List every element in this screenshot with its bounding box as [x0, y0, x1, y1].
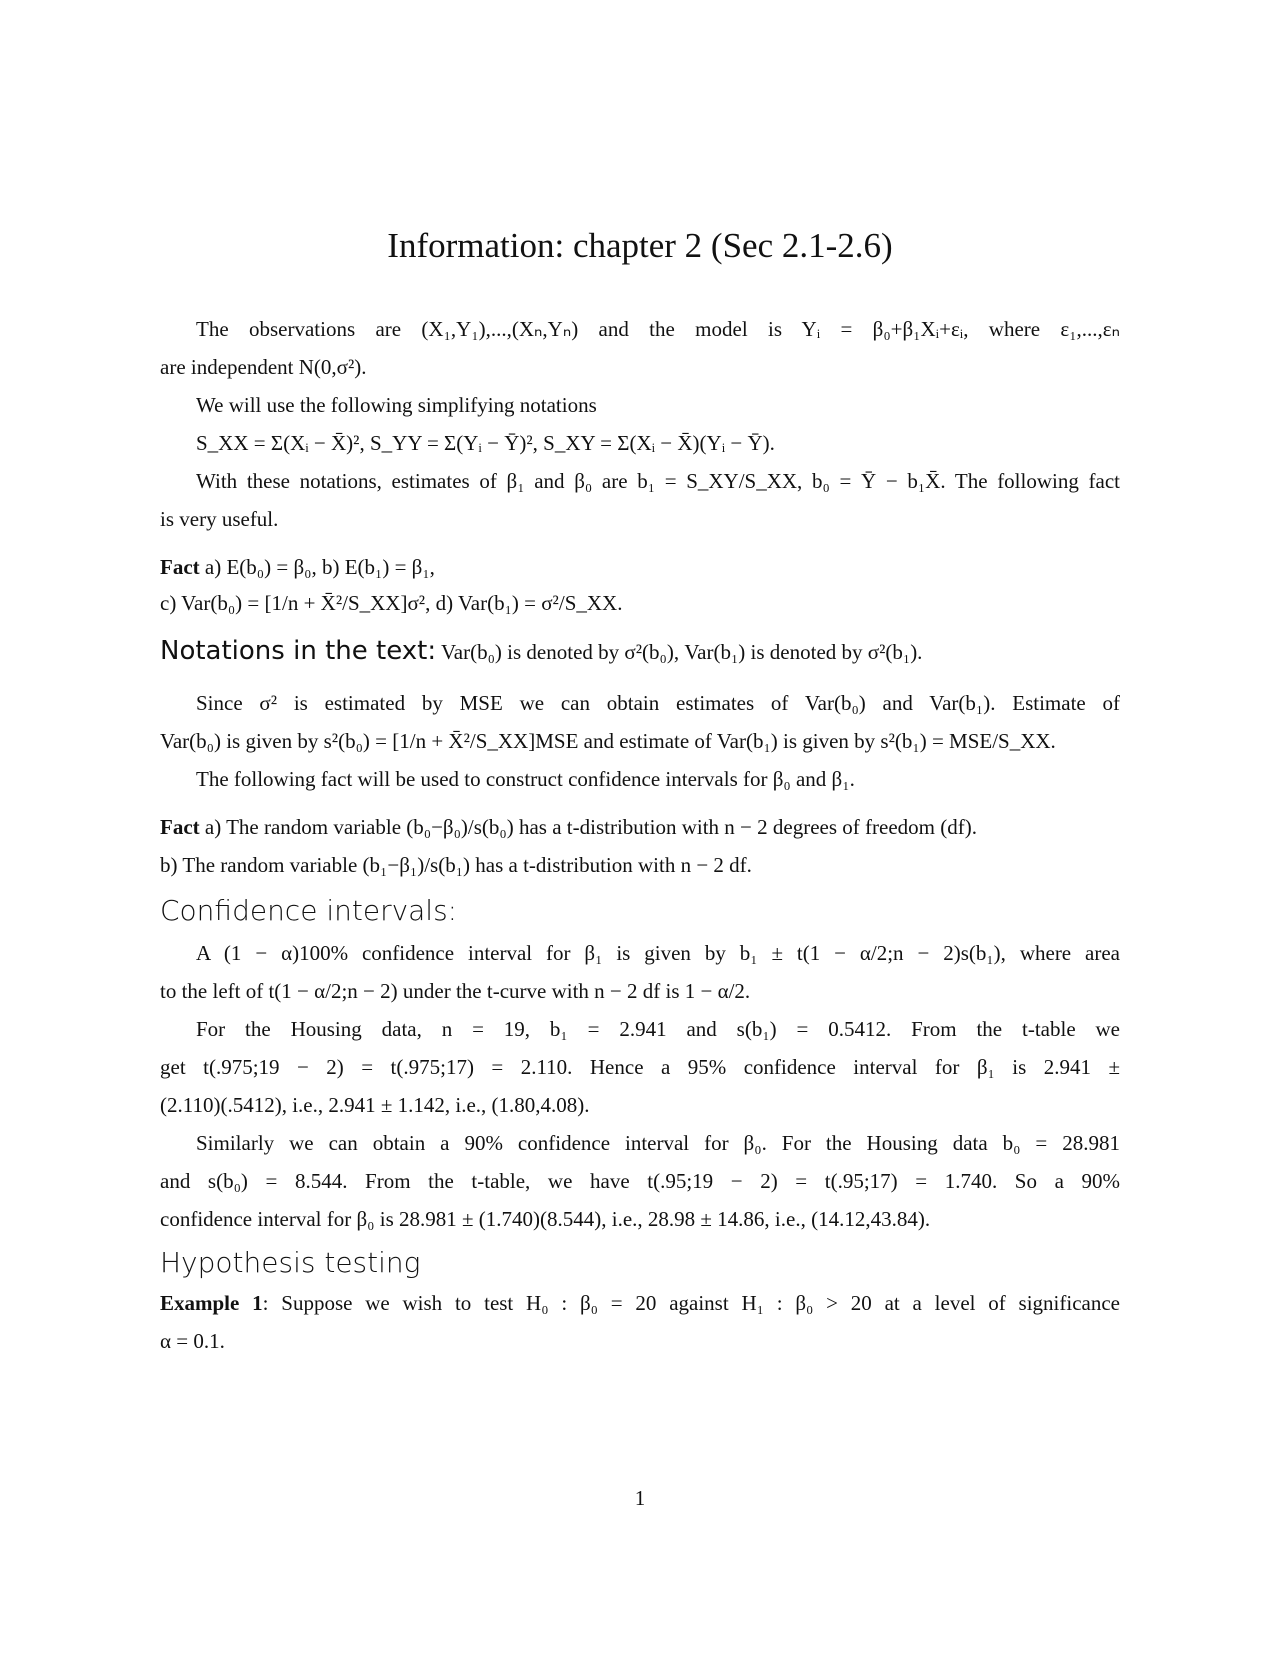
ci-1-line-2: to the left of t(1 − α/2;n − 2) under the t-curve with n − 2 df is 1 − α/2.	[160, 979, 751, 1003]
ci-1-line-1: A (1 − α)100% confidence interval for β₁ is given by b₁ ± t(1 − α/2;n − 2)s(b₁), where area	[196, 941, 1120, 965]
section-confidence-intervals: Confidence intervals:	[160, 894, 458, 927]
ci-2-line-3: (2.110)(.5412), i.e., 2.941 ± 1.142, i.e., (1.80,4.08).	[160, 1093, 590, 1117]
notations-intro: We will use the following simplifying notations	[196, 393, 597, 417]
fact-2-line-2: b) The random variable (b₁−β₁)/s(b₁) has a t-distribution with n − 2 df.	[160, 853, 752, 877]
estimates-line-2: is very useful.	[160, 507, 279, 531]
mse-line-1: Since σ² is estimated by MSE we can obtain estimates of Var(b₀) and Var(b₁). Estimate of	[196, 691, 1120, 715]
notations-heading: Notations in the text:	[160, 636, 437, 666]
example-1-text: : Suppose we wish to test H₀ : β₀ = 20 against H₁ : β₀ > 20 at a level of significance	[262, 1291, 1121, 1315]
fact-1-text: a) E(b₀) = β₀, b) E(b₁) = β₁,	[204, 555, 435, 579]
ci-2-line-1: For the Housing data, n = 19, b₁ = 2.941 and s(b₁) = 0.5412. From the t-table we	[196, 1017, 1120, 1041]
fact-1-line-1	[160, 554, 1120, 580]
estimates-line-1: With these notations, estimates of β₁ and β₀ are b₁ = S_XY/S_XX, b₀ = Ȳ − b₁X̄. The following fact	[196, 469, 1120, 493]
intro-line-1: The observations are (X₁,Y₁),...,(Xₙ,Yₙ) and the model is Yᵢ = β₀+β₁Xᵢ+εᵢ, where ε₁,...,εₙ	[196, 317, 1120, 341]
notations-formula: S_XX = Σ(Xᵢ − X̄)², S_YY = Σ(Yᵢ − Ȳ)², S_XY = Σ(Xᵢ − X̄)(Yᵢ − Ȳ).	[196, 431, 775, 455]
notations-text: Var(b₀) is denoted by σ²(b₀), Var(b₁) is denoted by σ²(b₁).	[440, 640, 923, 664]
intro-line-2: are independent N(0,σ²).	[160, 355, 367, 379]
ci-2-line-2: get t(.975;19 − 2) = t(.975;17) = 2.110. Hence a 95% confidence interval for β₁ is 2.941 ±	[160, 1055, 1120, 1079]
page-title: Information: chapter 2 (Sec 2.1-2.6)	[387, 226, 893, 265]
fact-2-line-1	[160, 814, 1120, 840]
ci-fact-intro: The following fact will be used to construct confidence intervals for β₀ and β₁.	[196, 767, 855, 791]
ci-3-line-1: Similarly we can obtain a 90% confidence interval for β₀. For the Housing data b₀ = 28.981	[196, 1131, 1120, 1155]
example-1-label: Example 1	[160, 1291, 263, 1315]
example-1-line-1	[160, 1290, 1120, 1316]
fact-1-line-2: c) Var(b₀) = [1/n + X̄²/S_XX]σ², d) Var(b₁) = σ²/S_XX.	[160, 591, 623, 615]
mse-line-2: Var(b₀) is given by s²(b₀) = [1/n + X̄²/S_XX]MSE and estimate of Var(b₁) is given by s²(b₁) = MSE/S_XX.	[160, 729, 1056, 753]
notations-in-text	[160, 638, 1120, 665]
ci-3-line-3: confidence interval for β₀ is 28.981 ± (1.740)(8.544), i.e., 28.98 ± 14.86, i.e., (14.12,43.84).	[160, 1207, 931, 1231]
page-number: 1	[634, 1486, 646, 1510]
fact-2-text: a) The random variable (b₀−β₀)/s(b₀) has a t-distribution with n − 2 degrees of freedom (df).	[204, 815, 977, 839]
section-hypothesis-testing: Hypothesis testing	[160, 1246, 421, 1279]
ci-3-line-2: and s(b₀) = 8.544. From the t-table, we have t(.95;19 − 2) = t(.95;17) = 1.740. So a 90%	[160, 1169, 1120, 1193]
fact-2-label: Fact	[160, 815, 200, 839]
fact-1-label: Fact	[160, 555, 200, 579]
example-1-line-2: α = 0.1.	[160, 1329, 225, 1353]
